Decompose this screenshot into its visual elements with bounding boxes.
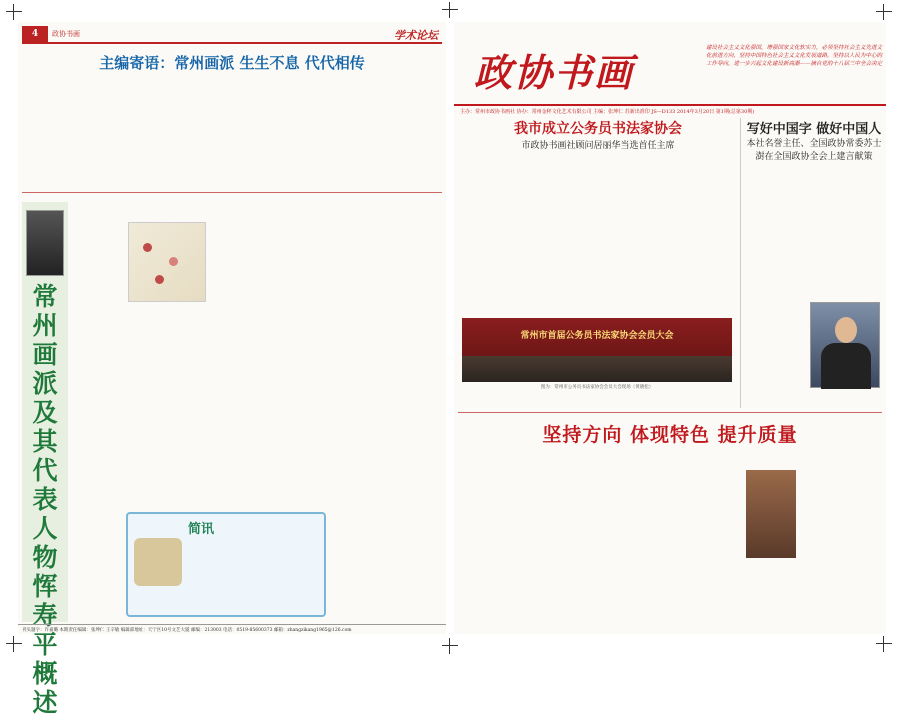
divider (22, 192, 442, 193)
crop-mark (876, 4, 892, 20)
crop-mark (876, 636, 892, 652)
story1-body (462, 156, 732, 312)
flower-shape (155, 275, 164, 284)
feature-body-col (128, 202, 206, 220)
editorial-body (24, 80, 440, 180)
right-page (454, 22, 886, 634)
crop-mark (442, 638, 458, 654)
notice-title: 简讯 (188, 522, 215, 537)
conference-photo (462, 318, 732, 382)
portrait-photo (810, 302, 880, 388)
scroll-image (134, 538, 182, 586)
editorial-headline: 主编寄语：常州画派 生生不息 代代相传 (99, 54, 365, 72)
notice-body (186, 538, 322, 612)
section-title: 学术论坛 (394, 29, 438, 42)
masthead-motto: 建设社会主义文化强国，增强国家文化软实力，必须坚持社会主义先进文化前进方向，坚持中国特色社会主义文化发展道路，坚持以人民为中心的工作导向，进一步兴起文化建设新高潮——摘自党的十八届三中全会决定 (705, 45, 882, 67)
story3-headline: 坚持方向 体现特色 提升质量 (542, 424, 798, 446)
crop-mark (442, 2, 458, 18)
story2-headline: 写好中国字 做好中国人 (746, 122, 882, 137)
feature-body-col (74, 202, 126, 502)
story1-subheadline: 市政协书画社顾问居丽华当选首任主席 (521, 141, 675, 151)
story2-body (746, 172, 880, 300)
suit-shape (821, 343, 871, 389)
masthead-rule (454, 104, 886, 106)
face-shape (835, 317, 857, 343)
painting-image (128, 222, 206, 302)
portrait-image (26, 210, 64, 276)
story3-body (462, 454, 742, 622)
left-page (18, 22, 446, 717)
page-footer: 刊头题字：许嘉璐 本期责任编辑：张坤仁 王辛敏 编辑部地址：天宁区10号文艺大厦 邮编：213003 电话：0519-85600373 邮箱：zhangzikang1965@126.com (18, 624, 446, 634)
feature-title: 常州画派及其代表人物恽寿平概述 (32, 282, 58, 717)
masthead: 政协书画 (474, 50, 635, 95)
feature-body-col (128, 306, 206, 506)
story3-photo (746, 470, 796, 558)
story1-headline: 我市成立公务员书法家协会 (514, 121, 682, 137)
paper-name: 政协书画 (52, 30, 80, 38)
crop-mark (6, 636, 22, 652)
page-header (22, 26, 442, 44)
feature-body-col (210, 202, 322, 506)
audience-shape (462, 356, 732, 382)
flower-shape (143, 243, 152, 252)
story2-body (746, 302, 806, 402)
divider (458, 412, 882, 413)
column-divider (740, 118, 741, 408)
feature-body-col (326, 202, 442, 622)
story2-subheadline: 本社名誉主任、全国政协常委苏士澍在全国政协全会上建言献策 (746, 139, 882, 162)
crop-mark (6, 4, 22, 20)
feature-banner (22, 202, 68, 717)
publication-info: 主办：常州市政协书画社 协办：常州金秤文化艺术有限公司 主编：张坤仁 苏新出准印 JS—D133 2014年3月20日 第1期(总第30期) (460, 109, 755, 115)
flower-shape (169, 257, 178, 266)
story1-caption: 图为：常州市公务员书法家协会会员大会现场（黄晓松） (540, 385, 654, 390)
page-number: 4 (22, 26, 48, 42)
notice-box (126, 512, 326, 617)
photo-banner: 常州市首届公务员书法家协会会员大会 (520, 331, 674, 341)
story3-body (800, 454, 882, 622)
